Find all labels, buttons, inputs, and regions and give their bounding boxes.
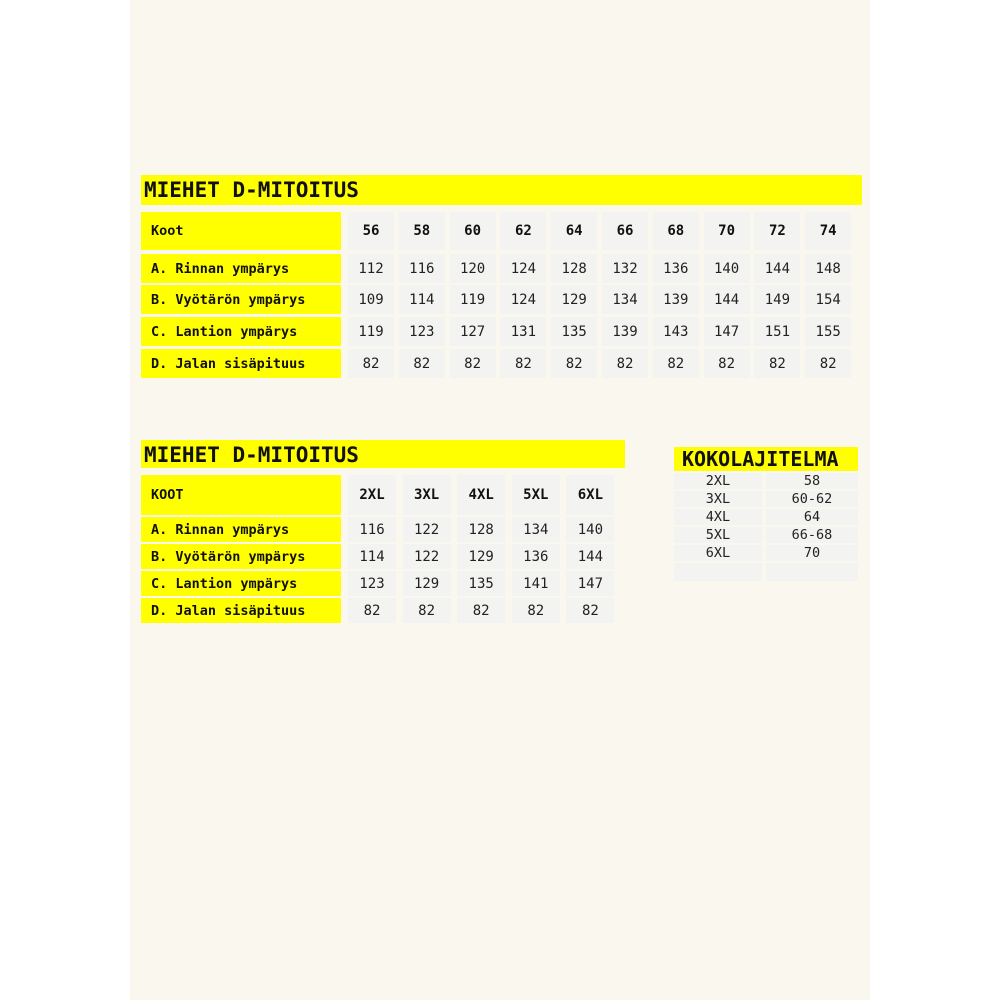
table-cell: 144 xyxy=(566,544,614,569)
size-header: 70 xyxy=(704,212,750,250)
table-cell: 140 xyxy=(704,254,750,283)
size-header: 62 xyxy=(500,212,546,250)
table-cell: 129 xyxy=(403,571,451,596)
size-code: 2XL xyxy=(674,473,762,489)
size-range: 58 xyxy=(766,473,858,489)
size-range xyxy=(766,563,858,581)
size-header: 60 xyxy=(450,212,496,250)
size-header: 6XL xyxy=(566,475,614,515)
table-cell: 129 xyxy=(551,285,597,314)
table-cell: 82 xyxy=(566,598,614,623)
size-range: 64 xyxy=(766,509,858,525)
size-header: 68 xyxy=(653,212,699,250)
header-label: Koot xyxy=(141,212,341,250)
size-code: 5XL xyxy=(674,527,762,543)
table-cell: 155 xyxy=(805,317,851,346)
table-cell: 82 xyxy=(653,349,699,378)
table-cell: 82 xyxy=(602,349,648,378)
table-cell: 119 xyxy=(348,317,394,346)
size-header: 74 xyxy=(805,212,851,250)
table-cell: 82 xyxy=(754,349,800,378)
table-cell: 82 xyxy=(551,349,597,378)
table-cell: 132 xyxy=(602,254,648,283)
table-cell: 131 xyxy=(500,317,546,346)
row-label: B. Vyötärön ympärys xyxy=(141,544,341,569)
row-label: A. Rinnan ympärys xyxy=(141,254,341,283)
table-cell: 144 xyxy=(754,254,800,283)
table-cell: 124 xyxy=(500,285,546,314)
table-cell: 147 xyxy=(566,571,614,596)
size-header: 5XL xyxy=(512,475,560,515)
table-cell: 140 xyxy=(566,517,614,542)
size-header: 2XL xyxy=(348,475,396,515)
table-cell: 82 xyxy=(805,349,851,378)
size-range: 66-68 xyxy=(766,527,858,543)
size-code xyxy=(674,563,762,581)
table-cell: 149 xyxy=(754,285,800,314)
table-cell: 154 xyxy=(805,285,851,314)
table-cell: 134 xyxy=(512,517,560,542)
table-cell: 82 xyxy=(512,598,560,623)
table-cell: 82 xyxy=(348,598,396,623)
table-cell: 119 xyxy=(450,285,496,314)
table-cell: 123 xyxy=(348,571,396,596)
table-cell: 82 xyxy=(399,349,445,378)
size-code: 3XL xyxy=(674,491,762,507)
table-cell: 147 xyxy=(704,317,750,346)
row-label: C. Lantion ympärys xyxy=(141,317,341,346)
table-cell: 128 xyxy=(457,517,505,542)
table-cell: 135 xyxy=(551,317,597,346)
table-cell: 129 xyxy=(457,544,505,569)
table-cell: 114 xyxy=(399,285,445,314)
table-cell: 82 xyxy=(704,349,750,378)
table-cell: 124 xyxy=(500,254,546,283)
size-range: 60-62 xyxy=(766,491,858,507)
size-code: 6XL xyxy=(674,545,762,561)
table-cell: 139 xyxy=(602,317,648,346)
table-cell: 127 xyxy=(450,317,496,346)
table-cell: 116 xyxy=(399,254,445,283)
size-code: 4XL xyxy=(674,509,762,525)
size-header: 4XL xyxy=(457,475,505,515)
table-title: MIEHET D-MITOITUS xyxy=(141,175,862,205)
table-cell: 136 xyxy=(653,254,699,283)
table-cell: 116 xyxy=(348,517,396,542)
size-header: 72 xyxy=(754,212,800,250)
table-cell: 122 xyxy=(403,544,451,569)
table-cell: 82 xyxy=(403,598,451,623)
row-label: C. Lantion ympärys xyxy=(141,571,341,596)
table-title: MIEHET D-MITOITUS xyxy=(141,440,625,468)
table-cell: 136 xyxy=(512,544,560,569)
row-label: D. Jalan sisäpituus xyxy=(141,598,341,623)
table-cell: 82 xyxy=(450,349,496,378)
header-label: KOOT xyxy=(141,475,341,515)
table-cell: 114 xyxy=(348,544,396,569)
table-cell: 82 xyxy=(457,598,505,623)
size-header: 66 xyxy=(602,212,648,250)
row-label: A. Rinnan ympärys xyxy=(141,517,341,542)
table-cell: 123 xyxy=(399,317,445,346)
table-cell: 151 xyxy=(754,317,800,346)
row-label: D. Jalan sisäpituus xyxy=(141,349,341,378)
table-title: KOKOLAJITELMA xyxy=(674,447,858,471)
table-cell: 141 xyxy=(512,571,560,596)
table-cell: 82 xyxy=(500,349,546,378)
table-cell: 128 xyxy=(551,254,597,283)
size-header: 64 xyxy=(551,212,597,250)
table-cell: 112 xyxy=(348,254,394,283)
table-cell: 148 xyxy=(805,254,851,283)
table-cell: 144 xyxy=(704,285,750,314)
size-header: 58 xyxy=(399,212,445,250)
table-cell: 135 xyxy=(457,571,505,596)
row-label: B. Vyötärön ympärys xyxy=(141,285,341,314)
size-header: 56 xyxy=(348,212,394,250)
table-cell: 109 xyxy=(348,285,394,314)
table-cell: 139 xyxy=(653,285,699,314)
size-range: 70 xyxy=(766,545,858,561)
table-cell: 82 xyxy=(348,349,394,378)
size-header: 3XL xyxy=(403,475,451,515)
table-cell: 134 xyxy=(602,285,648,314)
table-cell: 122 xyxy=(403,517,451,542)
table-cell: 120 xyxy=(450,254,496,283)
table-cell: 143 xyxy=(653,317,699,346)
